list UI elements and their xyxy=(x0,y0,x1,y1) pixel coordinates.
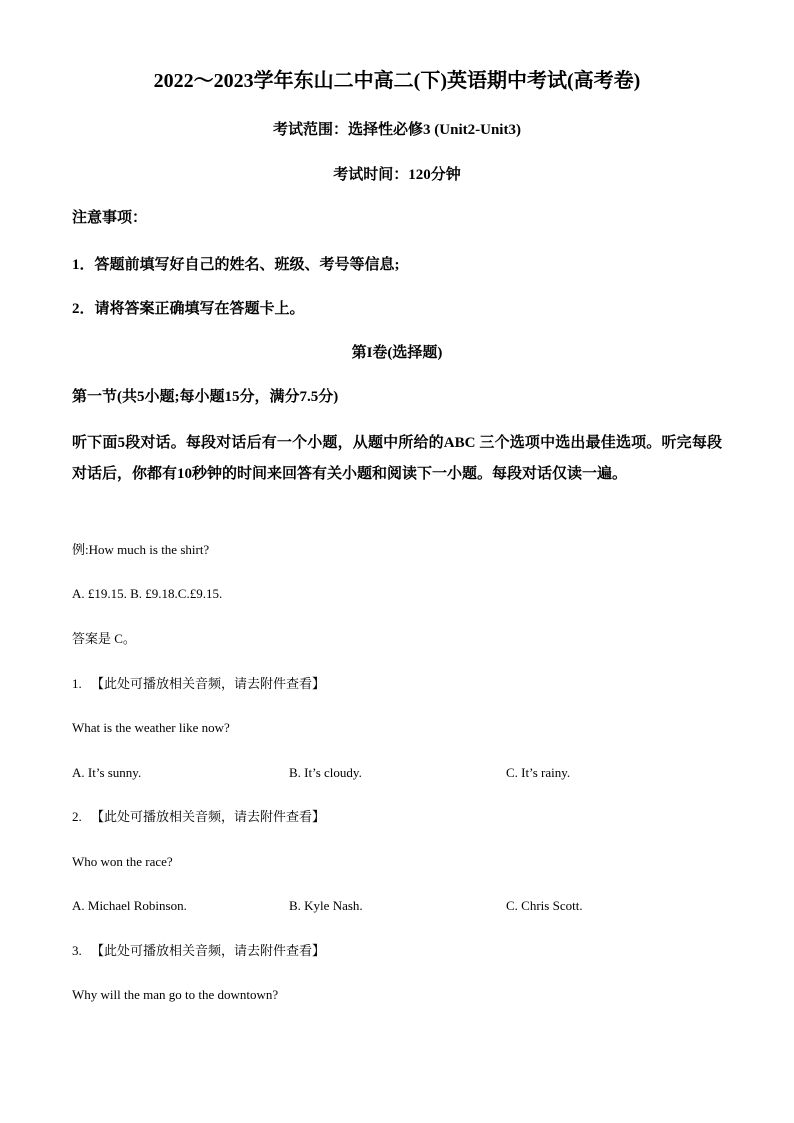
note-item-2: 2．请将答案正确填写在答题卡上。 xyxy=(72,301,305,317)
question-2-option-c: C. Chris Scott. xyxy=(506,898,583,913)
question-number: 2. xyxy=(72,809,82,824)
question-1-option-b: B. It’s cloudy. xyxy=(289,765,362,780)
question-2-option-b: B. Kyle Nash. xyxy=(289,898,363,913)
volume-title: 第I卷(选择题) xyxy=(351,345,443,361)
example-answer: 答案是 C。 xyxy=(72,631,136,646)
question-1-header xyxy=(72,677,722,690)
exam-title: 2022～2023学年东山二中高二(下)英语期中考试(高考卷) xyxy=(153,70,641,92)
example-options: A. £19.15. B. £9.18.C.£9.15. xyxy=(72,586,223,601)
notes-heading: 注意事项： xyxy=(72,210,148,226)
part-title: 第一节(共5小题;每小题15分，满分7.5分) xyxy=(72,389,339,405)
question-3-prompt: Why will the man go to the downtown? xyxy=(72,987,279,1002)
question-1-prompt: What is the weather like now? xyxy=(72,720,230,735)
question-2-prompt: Who won the race? xyxy=(72,854,173,869)
question-1-option-a: A. It’s sunny. xyxy=(72,765,142,780)
audio-placeholder[interactable]: 【此处可播放相关音频，请去附件查看】 xyxy=(91,809,326,824)
exam-scope: 考试范围：选择性必修3 (Unit2-Unit3) xyxy=(273,122,521,138)
question-2-option-a: A. Michael Robinson. xyxy=(72,898,187,913)
note-item-1: 1．答题前填写好自己的姓名、班级、考号等信息; xyxy=(72,257,400,273)
exam-time: 考试时间：120分钟 xyxy=(333,167,461,183)
question-1-option-c: C. It’s rainy. xyxy=(506,765,571,780)
audio-placeholder[interactable]: 【此处可播放相关音频，请去附件查看】 xyxy=(91,943,326,958)
audio-placeholder[interactable]: 【此处可播放相关音频，请去附件查看】 xyxy=(91,676,326,691)
question-number: 3. xyxy=(72,943,82,958)
question-3-header xyxy=(72,944,722,957)
example-question: 例:How much is the shirt? xyxy=(72,542,210,557)
question-number: 1. xyxy=(72,676,82,691)
listening-instructions: 听下面5段对话。每段对话后有一个小题，从题中所给的ABC 三个选项中选出最佳选项。听完每段对话后，你都有10秒钟的时间来回答有关小题和阅读下一小题。每段对话仅读一遍。 xyxy=(72,435,722,482)
question-2-header xyxy=(72,810,722,823)
